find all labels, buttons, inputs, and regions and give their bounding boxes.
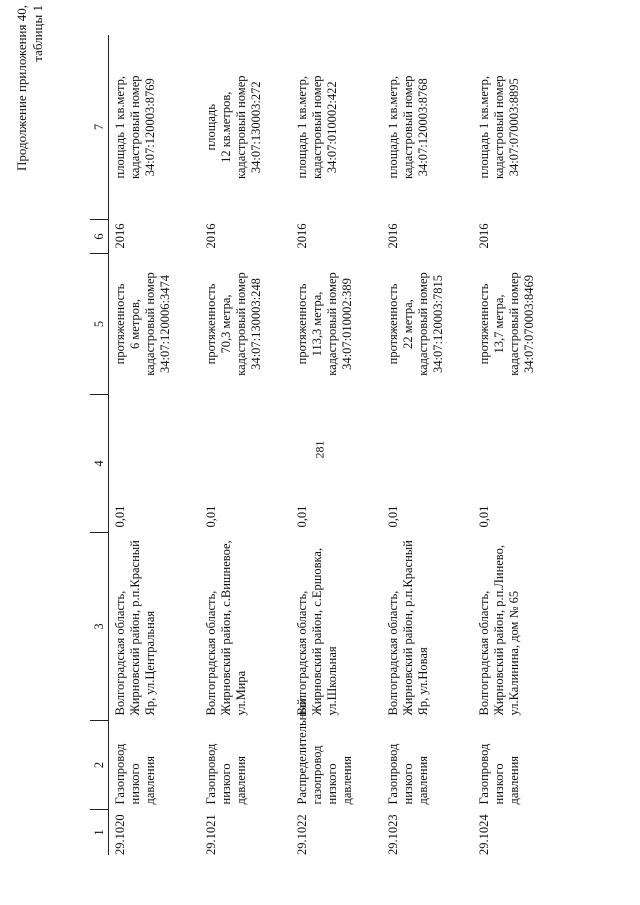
row-number: 29.1022	[295, 814, 309, 855]
column-header: 5	[90, 254, 109, 395]
object-description: протяженность 22 метра, кадастровый номер 34:07:120003:7815	[386, 272, 445, 376]
object-address: Волгоградская область, Жирновский район, с.Ершовка, ул.Школьная	[295, 547, 339, 716]
column-header: 6	[90, 220, 109, 254]
table-row	[382, 35, 473, 855]
object-share: 0,01	[477, 505, 491, 528]
object-name: Газопровод низкого давления	[386, 743, 430, 805]
object-name: Распределительный газопровод низкого давления	[295, 698, 354, 805]
land-plot-info: площадь 1 кв.метр, кадастровый номер 34:07:120003:8769	[113, 75, 157, 180]
object-year: 2016	[113, 223, 127, 249]
land-plot-info: площадь 12 кв.метров, кадастровый номер 34:07:130003:272	[204, 75, 263, 180]
table-row	[200, 35, 291, 855]
table-header-row	[90, 35, 109, 855]
row-number: 29.1023	[386, 814, 400, 855]
object-address: Волгоградская область, Жирновский район, р.п.Красный Яр, ул.Новая	[386, 540, 430, 716]
table-row	[109, 35, 201, 855]
table-row	[291, 35, 382, 855]
object-year: 2016	[386, 223, 400, 249]
column-header: 7	[90, 35, 109, 220]
object-description: протяженность 13,7 метра, кадастровый номер 34:07:070003:8469	[477, 272, 536, 376]
object-name: Газопровод низкого давления	[477, 743, 521, 805]
column-header: 4	[90, 395, 109, 533]
row-number: 29.1020	[113, 814, 127, 855]
object-share: 0,01	[386, 505, 400, 528]
column-header: 2	[90, 721, 109, 810]
object-description: протяженность 6 метров, кадастровый номер 34:07:120006:3474	[113, 272, 172, 376]
object-share: 0,01	[113, 505, 127, 528]
object-year: 2016	[295, 223, 309, 249]
object-address: Волгоградская область, Жирновский район, р.п.Линево, ул.Калинина, дом № 65	[477, 545, 521, 716]
land-plot-info: площадь 1 кв.метр, кадастровый номер 34:07:120003:8768	[386, 75, 430, 180]
object-name: Газопровод низкого давления	[204, 743, 248, 805]
table-row	[473, 35, 564, 855]
page-number: 281	[312, 440, 327, 459]
object-address: Волгоградская область, Жирновский район, с.Вишневое, ул.Мира	[204, 540, 248, 716]
continuation-header: Продолжение приложения 40, таблицы 1	[14, 5, 45, 172]
object-share: 0,01	[295, 505, 309, 528]
object-description: протяженность 70,3 метра, кадастровый номер 34:07:130003:248	[204, 272, 263, 376]
land-plot-info: площадь 1 кв.метр, кадастровый номер 34:07:010002:422	[295, 75, 339, 180]
property-table	[90, 35, 564, 855]
object-year: 2016	[204, 223, 218, 249]
row-number: 29.1024	[477, 814, 491, 855]
column-header: 1	[90, 810, 109, 856]
object-name: Газопровод низкого давления	[113, 743, 157, 805]
object-year: 2016	[477, 223, 491, 249]
column-header: 3	[90, 533, 109, 721]
row-number: 29.1021	[204, 814, 218, 855]
object-address: Волгоградская область, Жирновский район, р.п.Красный Яр, ул.Центральная	[113, 540, 157, 716]
object-description: протяженность 113,3 метра, кадастровый номер 34:07:010002:389	[295, 272, 354, 376]
object-share: 0,01	[204, 505, 218, 528]
land-plot-info: площадь 1 кв.метр, кадастровый номер 34:07:070003:8895	[477, 75, 521, 180]
